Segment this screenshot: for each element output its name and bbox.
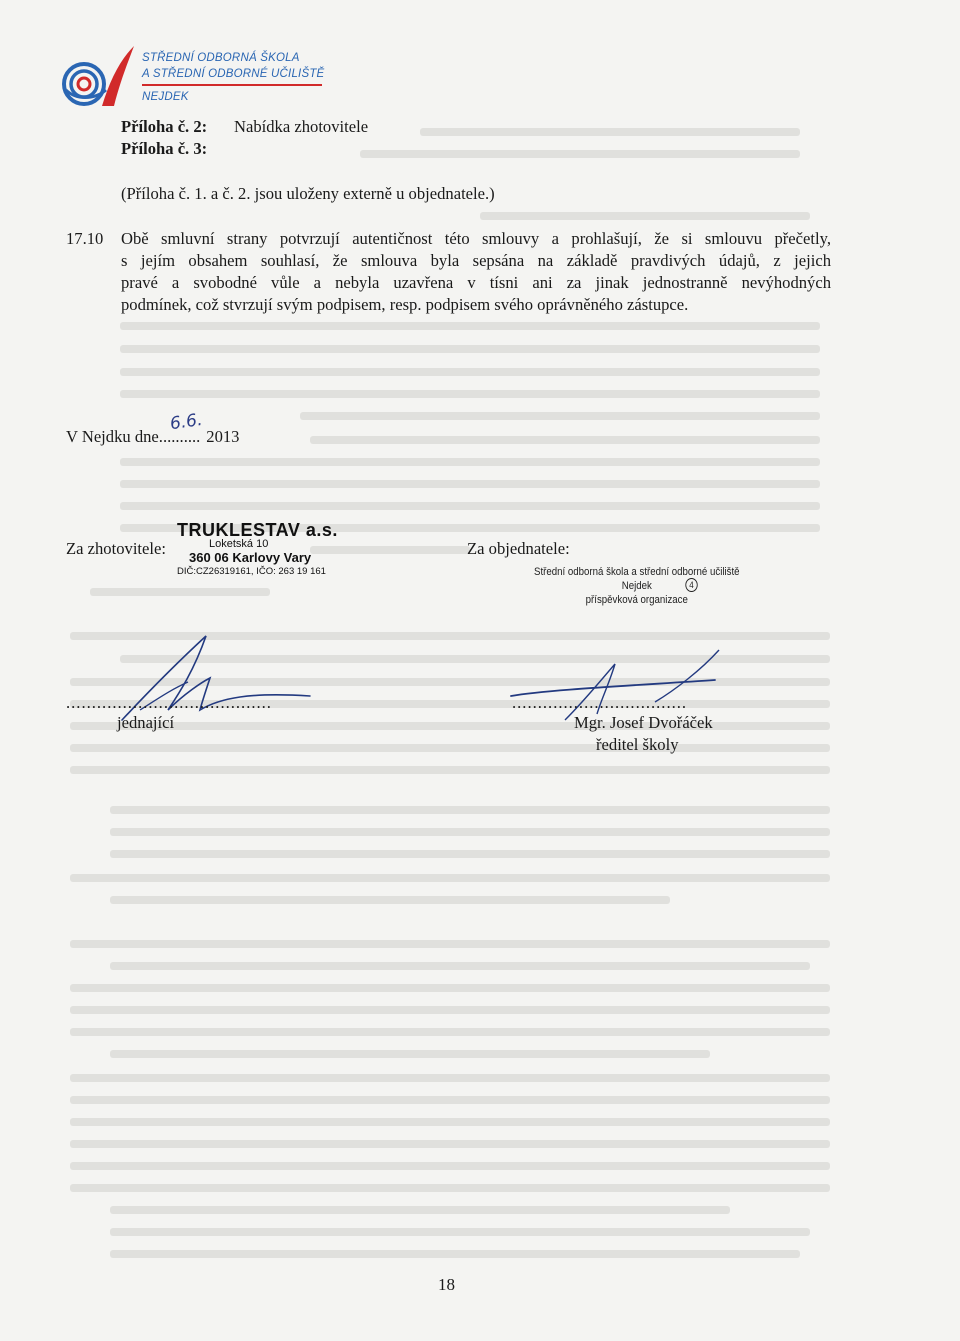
- page-number: 18: [438, 1275, 455, 1294]
- client-stamp-line2: Nejdek: [621, 580, 652, 592]
- attachment-2-label: Příloha č. 2:: [121, 117, 208, 136]
- contractor-label: Za zhotovitele:: [66, 539, 166, 558]
- contractor-signer-role: jednající: [117, 713, 175, 732]
- school-logo-line1: STŘEDNÍ ODBORNÁ ŠKOLA: [142, 52, 300, 64]
- contractor-stamp-ids: DIČ:CZ26319161, IČO: 263 19 161: [177, 566, 326, 577]
- contractor-stamp-street: Loketská 10: [209, 538, 269, 550]
- clause-line: podmínek, což stvrzují svým podpisem, resp. podpisem svého oprávněného zástupce.: [121, 295, 689, 314]
- clause-line: s jejím obsahem souhlasí, že smlouva byla sepsána na základě pravdivých údajů, z jejich: [121, 251, 831, 270]
- place-date-year: 2013: [206, 427, 240, 446]
- client-signature-line: ..................................: [512, 693, 688, 712]
- client-stamp: [534, 565, 740, 607]
- contractor-signature-line: ........................................: [66, 693, 272, 712]
- school-logo-line3: NEJDEK: [142, 90, 189, 103]
- attachment-2-text: Nabídka zhotovitele: [234, 117, 369, 136]
- place-date-dots: ..........: [158, 427, 201, 446]
- school-logo-icon: [62, 40, 140, 112]
- client-label: Za objednatele:: [467, 539, 570, 558]
- clause-line: pravé a svobodné vůle a nebyla uzavřena v tísni ani za jinak jednostranně nevýhodných: [121, 273, 831, 292]
- school-logo: [62, 40, 342, 115]
- client-signer-role: ředitel školy: [596, 735, 679, 754]
- contractor-stamp: [177, 520, 338, 579]
- contractor-stamp-city: 360 06 Karlovy Vary: [189, 550, 312, 565]
- clause-number: 17.10: [66, 229, 104, 248]
- school-logo-line2: A STŘEDNÍ ODBORNÉ UČILIŠTĚ: [142, 68, 325, 80]
- client-stamp-line1: Střední odborná škola a střední odborné učiliště: [534, 566, 740, 578]
- client-stamp-mark: 4: [685, 578, 697, 592]
- handwritten-date: 6.6.: [168, 409, 204, 435]
- school-logo-rule: [142, 84, 322, 86]
- contractor-stamp-name: TRUKLESTAV a.s.: [177, 520, 338, 540]
- clause-line: Obě smluvní strany potvrzují autentičnost této smlouvy a prohlašují, že si smlouvu přečetly,: [121, 229, 831, 248]
- place-date-prefix: V Nejdku dne: [66, 427, 159, 446]
- attachments-note: (Příloha č. 1. a č. 2. jsou uloženy externě u objednatele.): [121, 184, 495, 203]
- attachment-3-label: Příloha č. 3:: [121, 139, 208, 158]
- client-signer-name: Mgr. Josef Dvořáček: [574, 713, 713, 732]
- place-date: [66, 426, 239, 448]
- client-stamp-line3: příspěvková organizace: [585, 594, 688, 606]
